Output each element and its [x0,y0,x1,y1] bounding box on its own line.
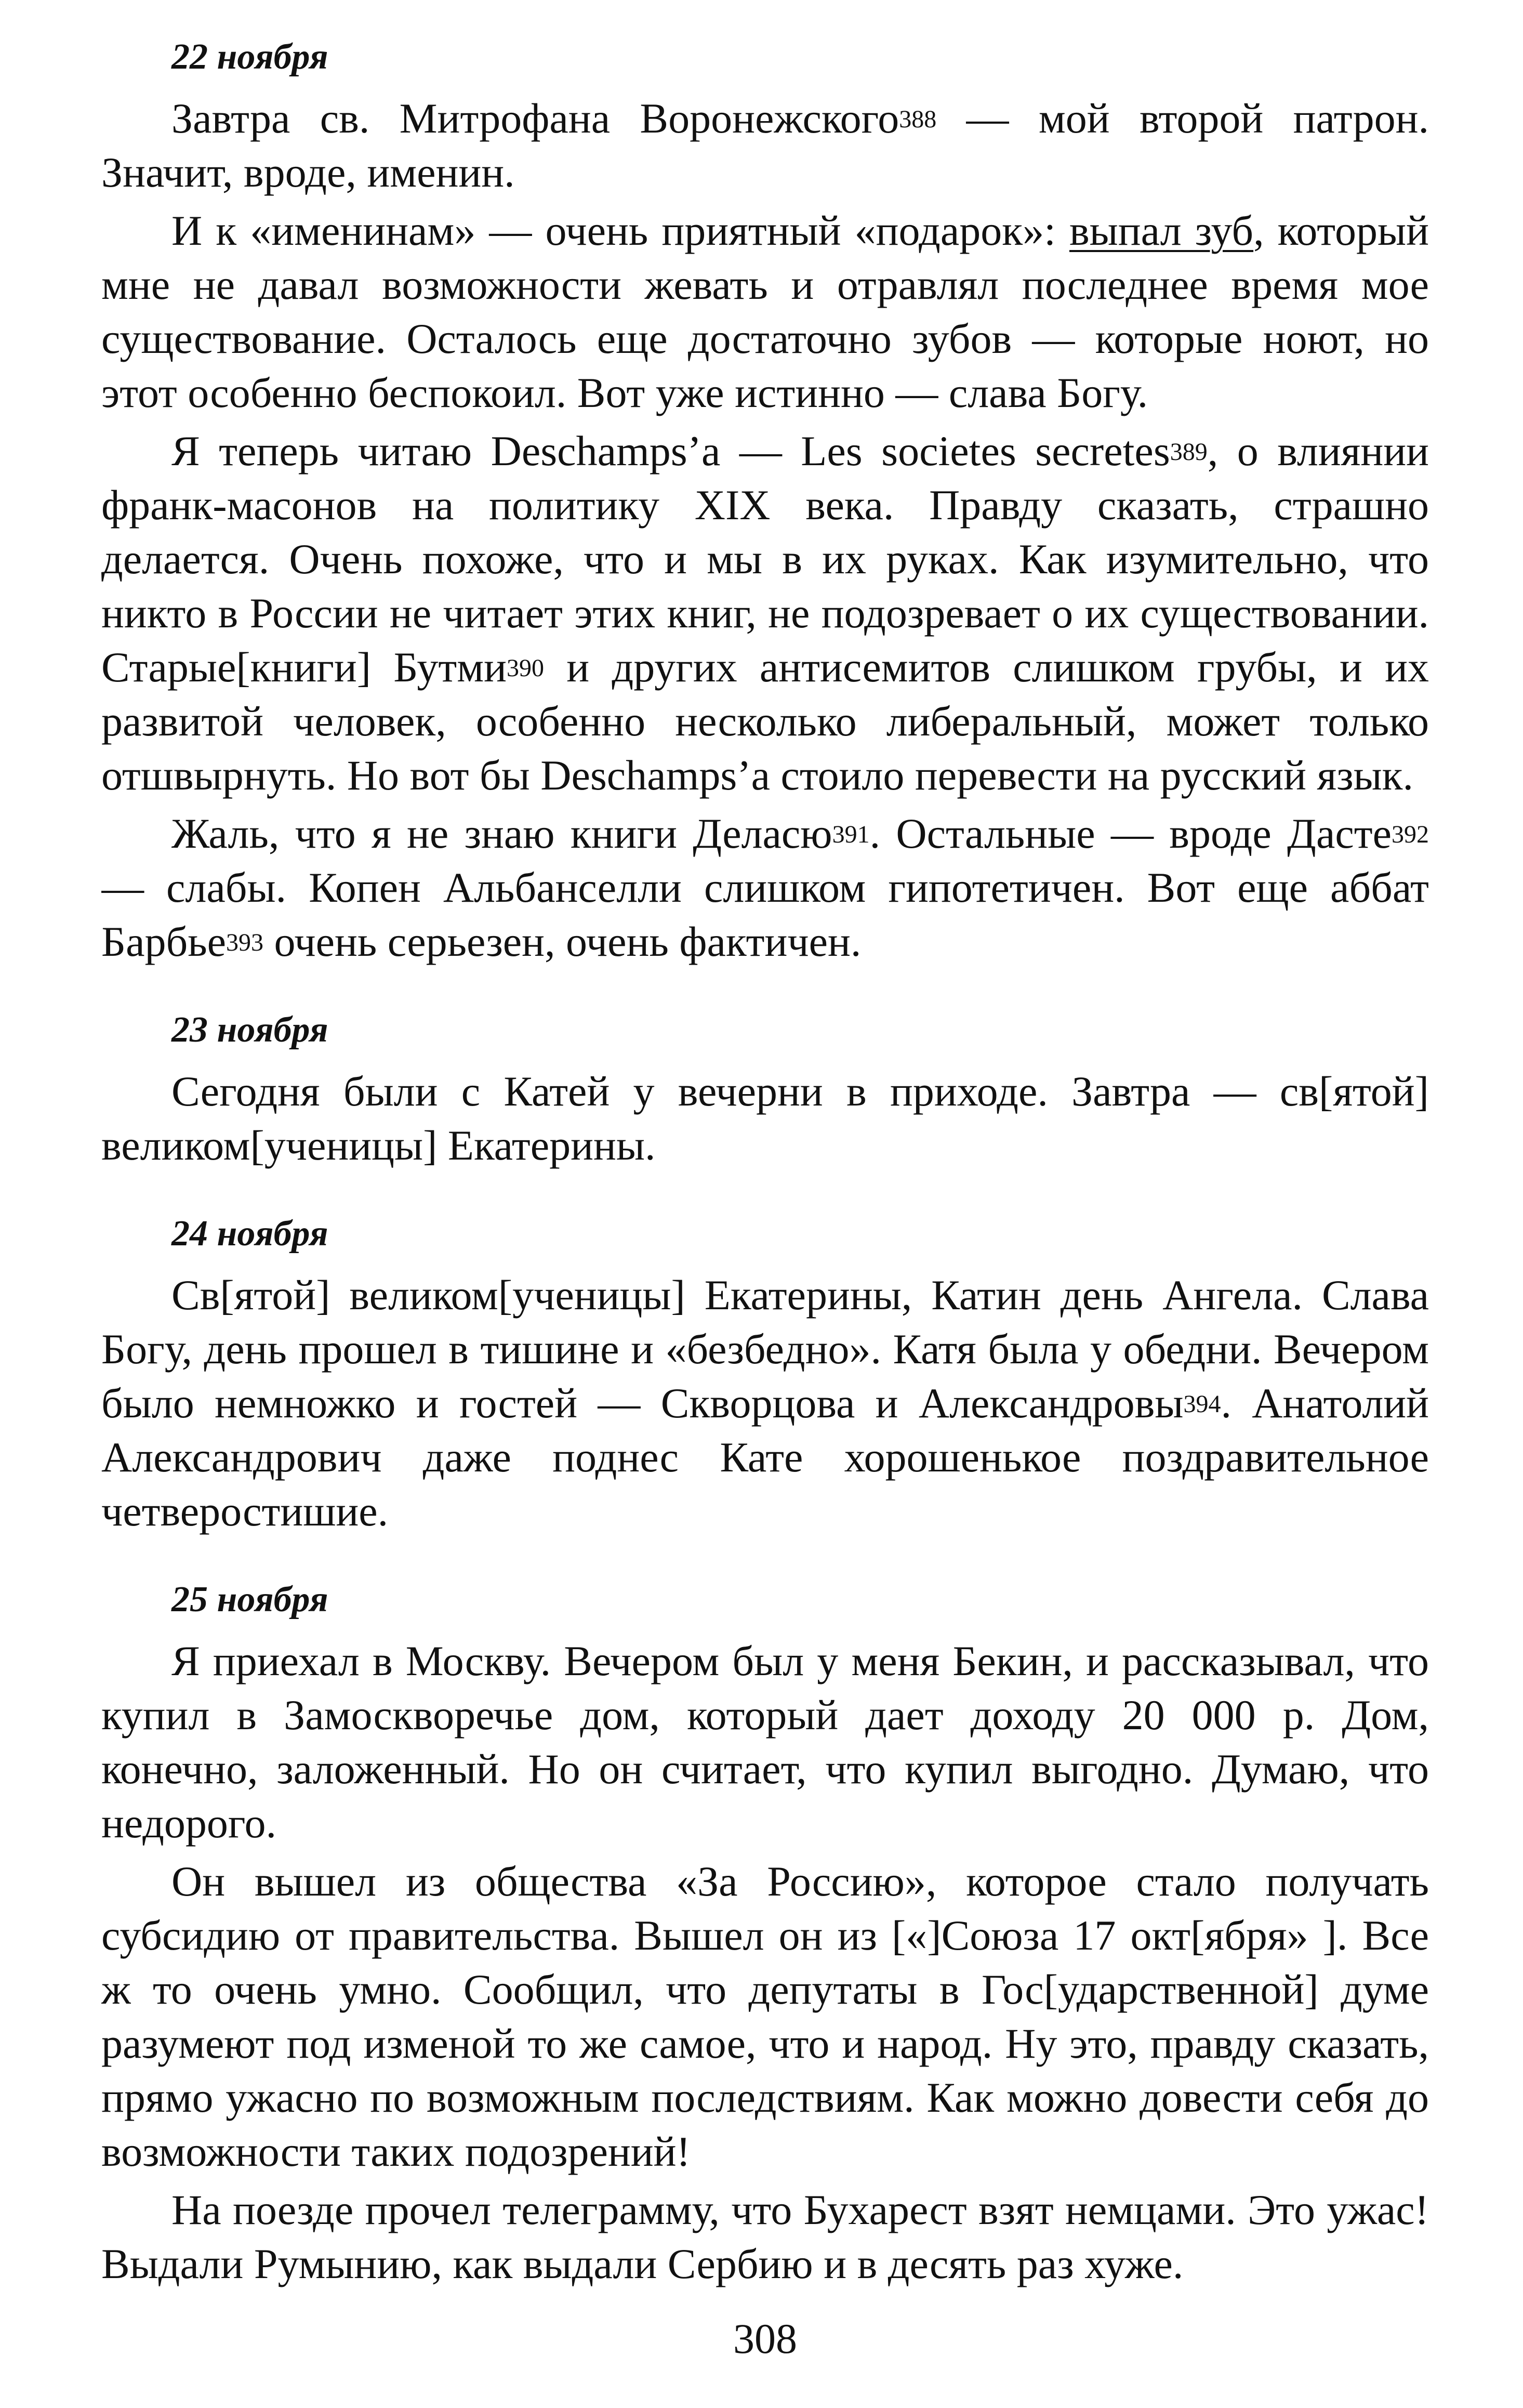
paragraph-text: Св[ятой] великом[ученицы] Екатерины, Катин день Ангела. Слава Богу, день прошел в тишине и «безбедно». Катя была у обедни. Вечером было немножко и гостей — Скворцова и Александровы [101,1271,1429,1427]
paragraph-text: И к «именинам» — очень приятный «подарок»: [171,207,1069,254]
diary-entry [101,1574,1429,2291]
paragraph-text: — слабы. Копен Альбанселли слишком гипотетичен. Вот еще аббат Барбье [101,864,1429,965]
entry-paragraph [101,2183,1429,2291]
footnote-reference: 392 [1392,821,1429,848]
paragraph-text: . Остальные — вроде Дасте [869,810,1392,857]
paragraph-text: и других антисемитов слишком грубы, и их развитой человек, особенно несколько либеральный, может только отшвырнуть. Но вот бы Deschamps’a стоило перевести на русский язык. [101,643,1429,799]
paragraph-text: Он вышел из общества «За Россию», которое стало получать субсидию от правительства. Вышел он из [«]Союза 17 окт[ября» ]. Все ж то очень умно. Сообщил, что депутаты в Гос[ударственной] думе разумеют под изменой то же самое, что и народ. Ну это, правду сказать, прямо ужасно по возможным последствиям. Как можно довести себя до возможности таких подозрений! [101,1858,1429,2175]
entry-paragraph [101,807,1429,969]
paragraph-text: — мой второй патрон. Значит, вроде, именин. [101,95,1429,196]
paragraph-text: очень серьезен, очень фактичен. [263,918,862,965]
diary-entry [101,31,1429,969]
entry-date: 23 ноября [171,1010,328,1050]
paragraph-text: , о влиянии франк-масонов на политику XIX века. Правду сказать, страшно делается. Очень похоже, что и мы в их руках. Как изумительно, что никто в России не читает этих книг, не подозревает о их существовании. Старые[книги] Бутми [101,427,1429,691]
paragraph-text: На поезде прочел телеграмму, что Бухарест взят немцами. Это ужас! Выдали Румынию, как выдали Сербию и в десять раз хуже. [101,2186,1429,2287]
entry-date: 24 ноября [171,1214,328,1254]
entry-date: 25 ноября [171,1580,328,1620]
footnote-reference: 391 [832,821,870,848]
footnote-reference: 393 [226,929,263,956]
page-number: 308 [733,2315,797,2362]
diary-entry [101,1004,1429,1173]
underlined-text: выпал зуб [1069,207,1254,254]
entry-paragraph [101,91,1429,200]
entry-paragraph [101,204,1429,420]
diary-entries [101,31,1429,2291]
book-page [101,31,1429,2380]
paragraph-text: . Анатолий Александрович даже поднес Кате хорошенькое поздравительное четверостишие. [101,1379,1429,1535]
paragraph-text: Я теперь читаю Deschamps’a — Les societes secretes [171,427,1170,475]
paragraph-text: Жаль, что я не знаю книги Деласю [171,810,832,857]
footnote-reference: 388 [899,106,937,133]
diary-entry [101,1208,1429,1538]
paragraph-text: Завтра св. Митрофана Воронежского [171,95,899,142]
entry-paragraph [101,424,1429,802]
entry-paragraph [101,1634,1429,1850]
entry-date: 22 ноября [171,37,328,77]
footnote-reference: 389 [1170,438,1208,466]
paragraph-text: , который мне не давал возможности жевать и отравлял последнее время мое существование. Осталось еще достаточно зубов — которые ноют, но этот особенно беспокоил. Вот уже истинно — слава Богу. [101,207,1429,416]
entry-paragraph [101,1268,1429,1538]
paragraph-text: Я приехал в Москву. Вечером был у меня Бекин, и рассказывал, что купил в Замоскворечье дом, который дает доходу 20 000 р. Дом, конечно, заложенный. Но он считает, что купил выгодно. Думаю, что недорого. [101,1637,1429,1847]
entry-paragraph [101,1854,1429,2179]
paragraph-text: Сегодня были с Катей у вечерни в приходе. Завтра — св[ятой] великом[ученицы] Екатерины. [101,1068,1429,1169]
footnote-reference: 390 [507,654,545,682]
footnote-reference: 394 [1183,1390,1221,1418]
entry-paragraph [101,1064,1429,1173]
